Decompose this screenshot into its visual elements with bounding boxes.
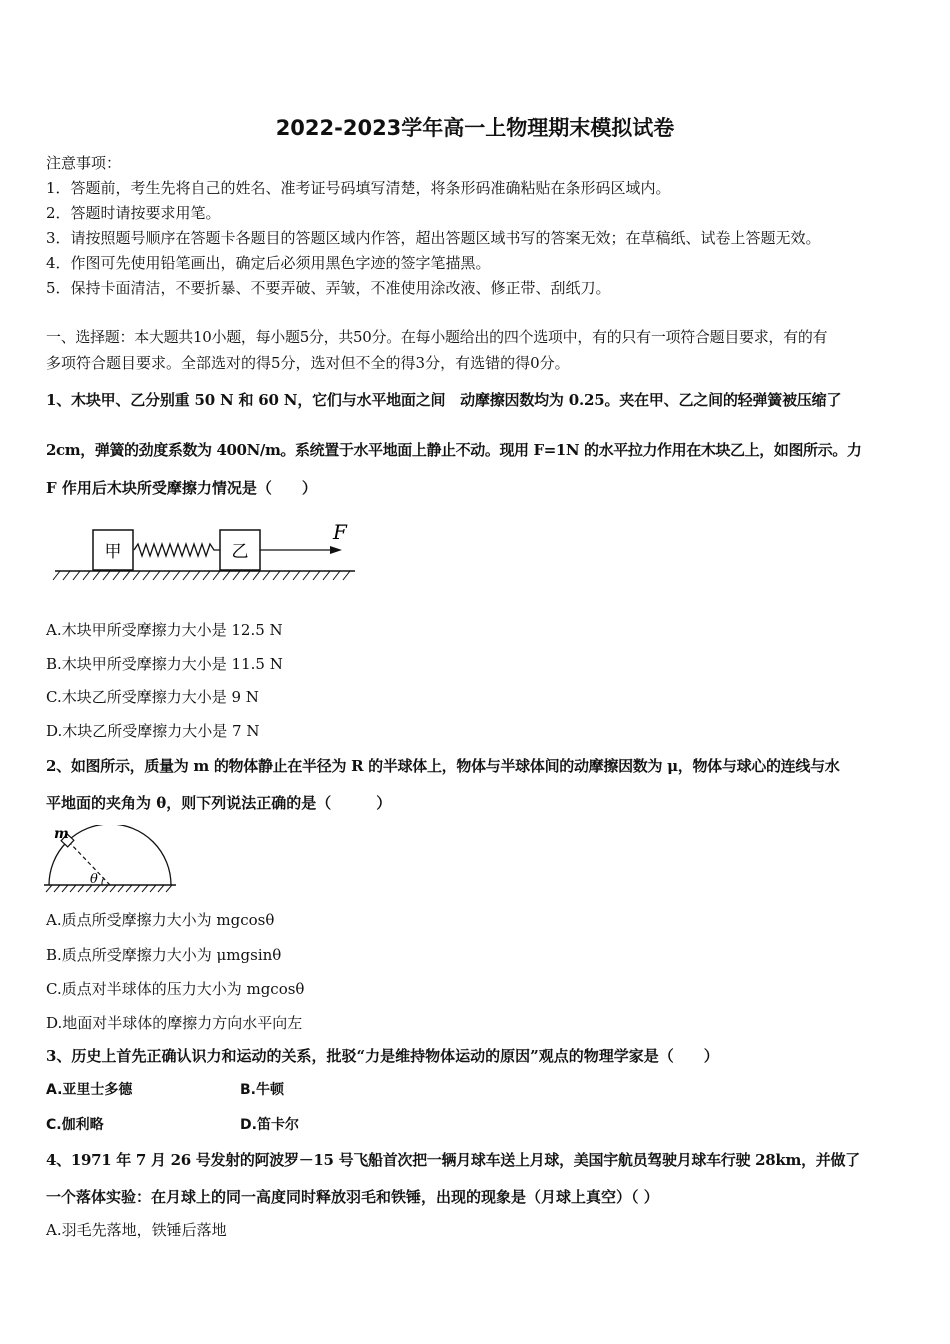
notice-item: 1．答题前，考生先将自己的姓名、准考证号码填写清楚，将条形码准确粘贴在条形码区域内。 — [46, 179, 671, 197]
mass-label: m — [54, 826, 69, 842]
option-d: D.地面对半球体的摩擦力方向水平向左 — [46, 1014, 303, 1032]
option-a: A.质点所受摩擦力大小为 mgcosθ — [46, 911, 275, 929]
option-b: B.牛顿 — [240, 1082, 284, 1098]
force-arrowhead — [330, 546, 342, 554]
question-stem-line: 2cm，弹簧的劲度系数为 400N/m。系统置于水平地面上静止不动。现用 F=1N 的水平拉力作用在木块乙上，如图所示。力 — [46, 441, 862, 459]
notice-heading: 注意事项： — [46, 154, 122, 172]
option-d: D.笛卡尔 — [240, 1117, 299, 1133]
ground-hatching — [46, 885, 172, 892]
notice-item: 4．作图可先使用铅笔画出，确定后必须用黑色字迹的签字笔描黑。 — [46, 254, 491, 272]
spring — [134, 544, 220, 556]
option-a: A.羽毛先落地，铁锤后落地 — [46, 1221, 227, 1239]
ground-hatching — [53, 571, 350, 580]
notice-item: 2．答题时请按要求用笔。 — [46, 204, 221, 222]
section-line: 多项符合题目要求。全部选对的得5分，选对但不全的得3分，有选错的得0分。 — [46, 354, 570, 372]
question-stem-line: F 作用后木块所受摩擦力情况是（ ） — [46, 479, 317, 497]
option-c: C.质点对半球体的压力大小为 mgcosθ — [46, 980, 305, 998]
option-b: B.木块甲所受摩擦力大小是 11.5 N — [46, 655, 283, 673]
question-stem-line: 2、如图所示，质量为 m 的物体静止在半径为 R 的半球体上，物体与半球体间的动摩擦因数为 μ，物体与球心的连线与水 — [46, 757, 840, 775]
question-stem-line: 1、木块甲、乙分别重 50 N 和 60 N，它们与水平地面之间 动摩擦因数均为 0.25。夹在甲、乙之间的轻弹簧被压缩了 — [46, 391, 842, 409]
force-label: F — [333, 520, 347, 544]
angle-label: θ — [90, 872, 98, 887]
question-stem-line: 平地面的夹角为 θ，则下列说法正确的是（ ） — [46, 794, 392, 812]
angle-arc — [102, 878, 104, 885]
page-title: 2022-2023学年高一上物理期末模拟试卷 — [275, 116, 675, 140]
option-a: A.木块甲所受摩擦力大小是 12.5 N — [46, 621, 283, 639]
option-a: A.亚里士多德 — [46, 1082, 133, 1098]
option-c: C.伽利略 — [46, 1117, 104, 1133]
question-stem-line: 3、历史上首先正确认识力和运动的关系，批驳“力是维持物体运动的原因”观点的物理学家是（ ） — [46, 1047, 719, 1065]
option-b: B.质点所受摩擦力大小为 μmgsinθ — [46, 946, 282, 964]
question-stem-line: 4、1971 年 7 月 26 号发射的阿波罗－15 号飞船首次把一辆月球车送上月球，美国宇航员驾驶月球车行驶 28km，并做了 — [46, 1151, 860, 1169]
spring-blocks-figure — [50, 515, 360, 585]
section-line: 一、选择题：本大题共10小题，每小题5分，共50分。在每小题给出的四个选项中，有的只有一项符合题目要求，有的有 — [46, 328, 828, 346]
option-d: D.木块乙所受摩擦力大小是 7 N — [46, 722, 260, 740]
notice-item: 5．保持卡面清洁，不要折暴、不要弄破、弄皱，不准使用涂改液、修正带、刮纸刀。 — [46, 279, 611, 297]
option-c: C.木块乙所受摩擦力大小是 9 N — [46, 688, 259, 706]
notice-item: 3．请按照题号顺序在答题卡各题目的答题区域内作答，超出答题区域书写的答案无效；在草稿纸、试卷上答题无效。 — [46, 229, 821, 247]
question-stem-line: 一个落体实验：在月球上的同一高度同时释放羽毛和铁锤，出现的现象是（月球上真空）（ ） — [46, 1188, 659, 1206]
block-jia-label: 甲 — [104, 542, 122, 562]
block-yi-label: 乙 — [231, 542, 249, 562]
hemisphere-figure — [44, 825, 179, 895]
